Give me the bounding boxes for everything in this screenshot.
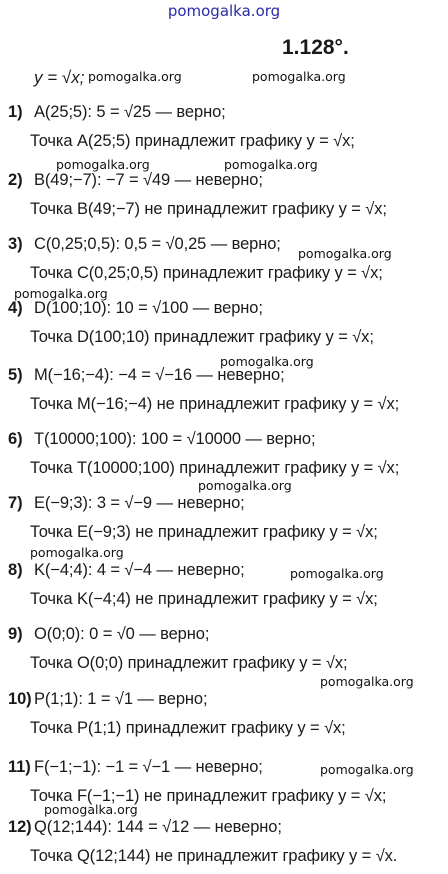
function-formula: y = √x; [34,68,85,87]
list-item [8,818,397,866]
item-number: 1) [8,103,23,121]
list-item [8,690,346,738]
item-number: 10) [8,690,32,708]
item-number: 12) [8,818,32,836]
item-claim: Q(12;144): 144 = √12 — неверно; [34,818,282,836]
item-conclusion: Точка A(25;5) принадлежит графику y = √x; [30,132,355,150]
list-item [8,561,378,609]
item-claim: T(10000;100): 100 = √10000 — верно; [34,430,316,448]
list-item [8,625,348,673]
watermark: pomogalka.org [14,286,108,301]
item-claim: E(−9;3): 3 = √−9 — неверно; [34,494,245,512]
item-number: 6) [8,430,23,448]
item-conclusion: Точка C(0,25;0,5) принадлежит графику y = √x; [30,264,383,282]
site-header[interactable]: pomogalka.org [167,2,281,20]
item-conclusion: Точка F(−1;−1) не принадлежит графику y = √x; [30,787,387,805]
item-number: 4) [8,299,23,317]
item-number: 2) [8,171,23,189]
watermark: pomogalka.org [56,157,150,172]
list-item [8,103,355,151]
list-item [8,299,374,347]
watermark: pomogalka.org [30,545,124,560]
item-number: 7) [8,494,23,512]
item-number: 11) [8,758,31,776]
item-conclusion: Точка Q(12;144) не принадлежит графику y = √x. [30,847,398,865]
watermark: pomogalka.org [220,354,314,369]
item-claim: A(25;5): 5 = √25 — верно; [34,103,226,121]
item-conclusion: Точка P(1;1) принадлежит графику y = √x; [30,719,346,737]
watermark: pomogalka.org [44,802,138,817]
item-claim: K(−4;4): 4 = √−4 — неверно; [34,561,245,579]
list-item [8,366,399,414]
item-conclusion: Точка O(0;0) принадлежит графику y = √x; [30,654,348,672]
item-number: 9) [8,625,23,643]
list-item [8,430,399,478]
item-conclusion: Точка B(49;−7) не принадлежит графику y = √x; [30,200,387,218]
item-number: 8) [8,561,23,579]
item-claim: F(−1;−1): −1 = √−1 — неверно; [34,758,263,776]
list-item [8,235,383,283]
task-number: 1.128°. [282,36,349,59]
item-claim: D(100;10): 10 = √100 — верно; [34,299,263,317]
item-claim: P(1;1): 1 = √1 — верно; [34,690,208,708]
watermark: pomogalka.org [198,478,292,493]
item-conclusion: Точка M(−16;−4) не принадлежит графику y = √x; [30,395,400,413]
list-item [8,758,386,806]
item-conclusion: Точка K(−4;4) не принадлежит графику y = √x; [30,590,378,608]
item-claim: M(−16;−4): −4 = √−16 — неверно; [34,366,285,384]
watermark: pomogalka.org [320,762,414,777]
item-conclusion: Точка T(10000;100) принадлежит графику y = √x; [30,459,400,477]
watermark: pomogalka.org [224,157,318,172]
watermark: pomogalka.org [290,566,384,581]
watermark: pomogalka.org [252,69,346,84]
watermark: pomogalka.org [88,69,182,84]
item-number: 3) [8,235,23,253]
watermark: pomogalka.org [320,674,414,689]
item-conclusion: Точка D(100;10) принадлежит графику y = √x; [30,328,374,346]
list-item [8,171,387,219]
list-item [8,494,378,542]
item-number: 5) [8,366,23,384]
item-claim: C(0,25;0,5): 0,5 = √0,25 — верно; [34,235,281,253]
item-claim: O(0;0): 0 = √0 — верно; [34,625,210,643]
item-conclusion: Точка E(−9;3) не принадлежит графику y = √x; [30,523,378,541]
watermark: pomogalka.org [298,246,392,261]
item-claim: B(49;−7): −7 = √49 — неверно; [34,171,263,189]
